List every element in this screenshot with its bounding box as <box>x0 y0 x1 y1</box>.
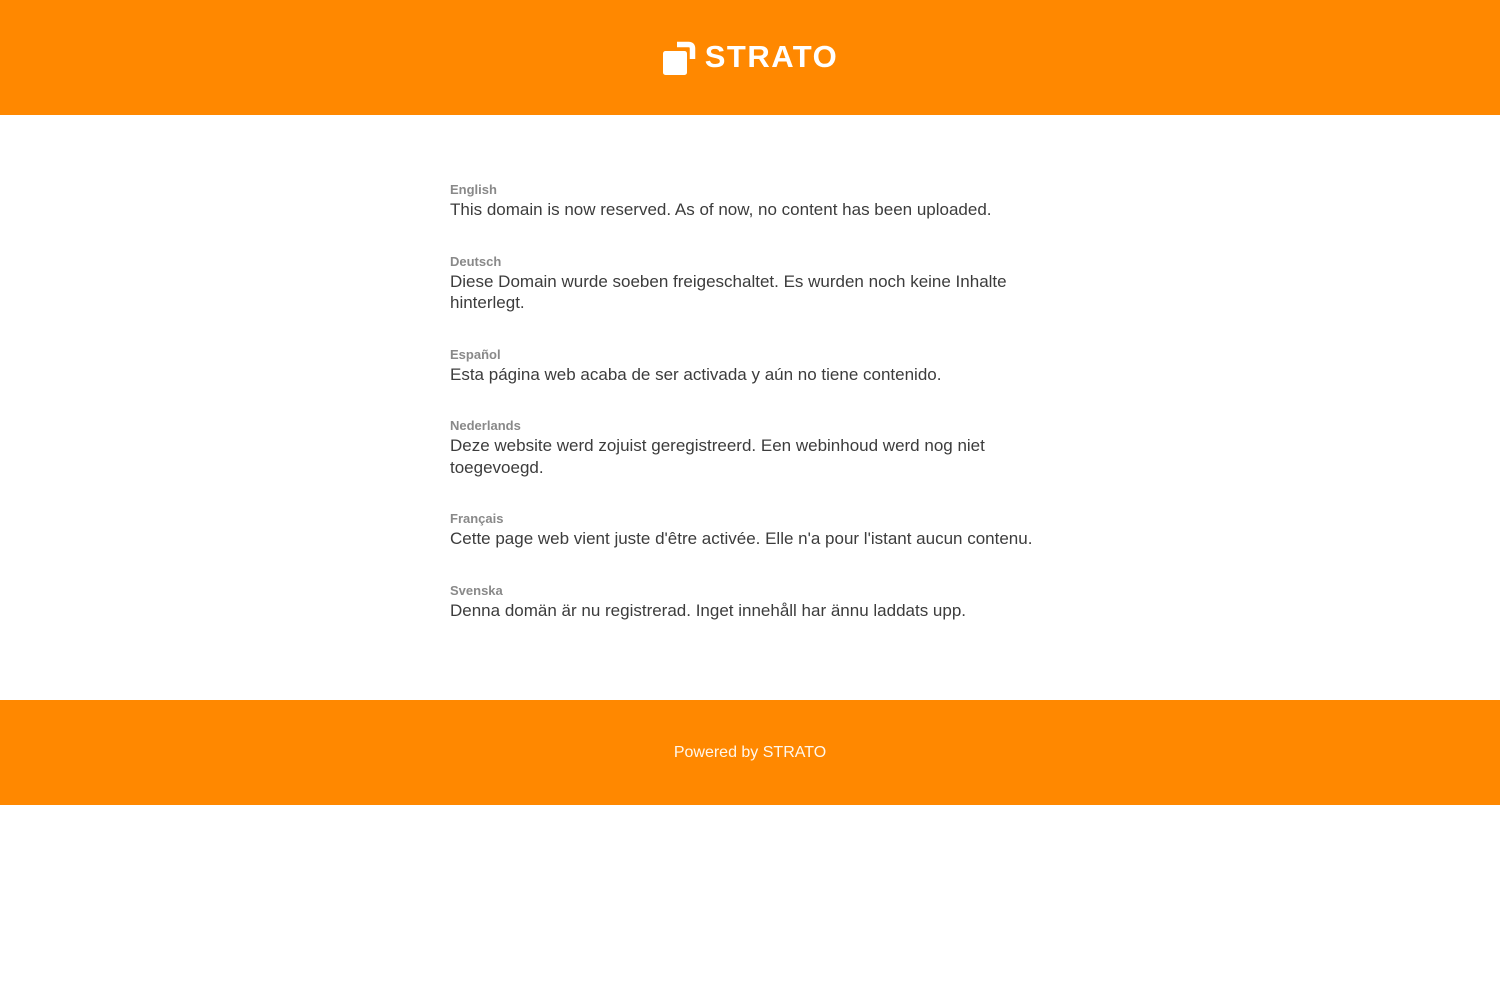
language-label: English <box>450 182 497 197</box>
bottom-whitespace <box>0 805 1500 977</box>
language-message: Deze website werd zojuist geregistreerd. Een webinhoud werd nog niet toegevoegd. <box>450 436 985 477</box>
section-deutsch <box>450 253 1050 314</box>
strato-logo-text: STRATO <box>704 39 839 74</box>
language-message: Diese Domain wurde soeben freigeschaltet. Es wurden noch keine Inhalte hinterlegt. <box>450 271 1007 312</box>
language-message: Denna domän är nu registrerad. Inget innehåll har ännu laddats upp. <box>450 600 967 620</box>
strato-logo-icon <box>662 40 696 76</box>
language-label: Nederlands <box>450 418 521 433</box>
language-message: This domain is now reserved. As of now, no content has been uploaded. <box>450 200 992 219</box>
language-label: Deutsch <box>450 253 502 269</box>
section-svenska <box>450 582 1050 622</box>
language-message: Cette page web vient juste d'être activée. Elle n'a pour l'istant aucun contenu. <box>450 529 1033 548</box>
powered-by-strato-link[interactable]: Powered by STRATO <box>673 743 827 761</box>
section-francais <box>450 510 1050 550</box>
language-label: Español <box>450 346 501 362</box>
language-label: Français <box>450 511 504 526</box>
section-english <box>450 181 1050 221</box>
header <box>0 0 1500 115</box>
language-message: Esta página web acaba de ser activada y aún no tiene contenido. <box>450 364 942 384</box>
language-list <box>450 181 1050 621</box>
section-nederlands <box>450 417 1050 478</box>
language-label: Svenska <box>450 582 503 598</box>
footer <box>0 700 1500 805</box>
content-area <box>0 115 1500 700</box>
strato-logo <box>662 40 839 76</box>
section-espanol <box>450 346 1050 386</box>
